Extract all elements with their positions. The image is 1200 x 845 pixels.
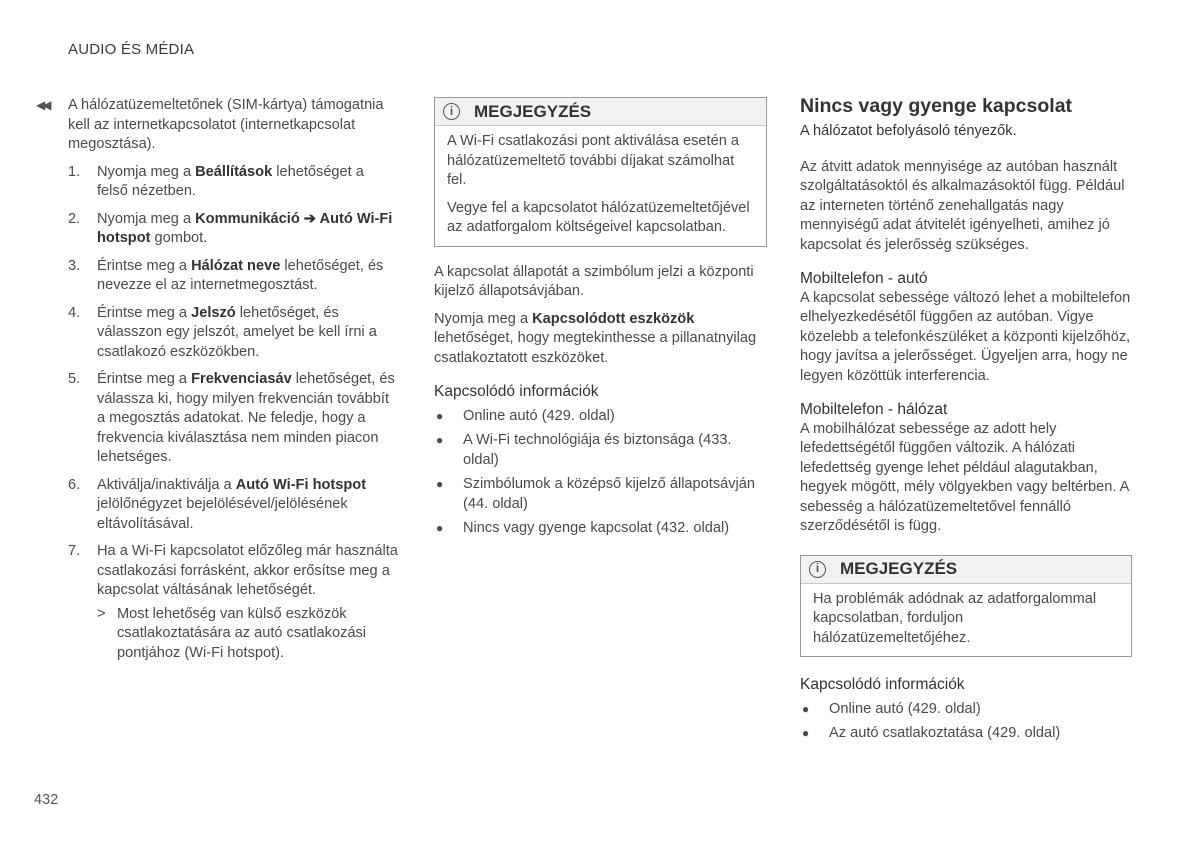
- step-text: Érintse meg a: [97, 257, 192, 274]
- subheading: Mobiltelefon - autó: [800, 270, 928, 287]
- note-header: [801, 556, 1131, 584]
- link-text[interactable]: Online autó (429. oldal): [829, 700, 981, 717]
- related-link[interactable]: [800, 700, 1132, 720]
- step-bold: Kommunikáció: [195, 210, 300, 227]
- step-list: [68, 163, 398, 664]
- continued-marker-icon: ◀◀: [36, 98, 49, 112]
- text-run: Nyomja meg a: [434, 310, 533, 327]
- step-result: [97, 605, 398, 664]
- step-text: jelölőnégyzet bejelölésével/jelölésének eltávolításával.: [97, 496, 348, 532]
- step-text: Érintse meg a: [97, 304, 192, 321]
- info-icon: i: [443, 103, 460, 120]
- column-1: [68, 96, 398, 671]
- bullet-icon: ●: [436, 477, 444, 491]
- bullet-icon: ●: [436, 433, 444, 447]
- body-paragraph: A mobilhálózat sebessége az adott hely lefedettségétől függően változik. A hálózati lefedettség gyenge lehet például alagutakban, hegyek mögött, mély völgyekben vagy beltérben. A sebesség a hálózatüzemeltetővel fennálló szerződésétől is függ.: [800, 420, 1129, 534]
- column-2: [434, 97, 767, 539]
- bullet-icon: ●: [436, 521, 444, 535]
- bold-run: Kapcsolódott eszközök: [532, 310, 695, 327]
- info-icon: i: [809, 561, 826, 578]
- note-paragraph: A Wi-Fi csatlakozási pont aktiválása esetén a hálózatüzemeltető további díjakat számolhat fel.: [447, 133, 740, 188]
- related-list: [434, 407, 767, 539]
- step-number: 3.: [68, 257, 81, 274]
- text-run: lehetőséget, hogy megtekinthesse a pillanatnyilag csatlakoztatott eszközöket.: [434, 330, 757, 366]
- step-item: [68, 304, 398, 363]
- related-link[interactable]: [800, 724, 1132, 744]
- step-item: [68, 476, 398, 535]
- step-text: lehetőséget, és válassza ki, hogy milyen frekvencián továbbít a megosztás adatokat. Ne feledje, hogy a frekvencia kiválasztása nem minden piacon lehetséges.: [97, 371, 395, 465]
- link-text[interactable]: A Wi-Fi technológiája és biztonsága (433. oldal): [463, 432, 732, 468]
- step-text: Nyomja meg a: [97, 163, 196, 180]
- note-box: [800, 555, 1132, 658]
- link-text[interactable]: Nincs vagy gyenge kapcsolat (432. oldal): [463, 520, 730, 536]
- related-link[interactable]: [434, 475, 767, 514]
- step-item: [68, 542, 398, 663]
- step-text: lehetőséget, és nevezze el az internetmegosztást.: [97, 257, 384, 293]
- step-item: [68, 163, 398, 202]
- body-paragraph: A kapcsolat állapotát a szimbólum jelzi a központi kijelző állapotsávjában.: [434, 263, 754, 299]
- note-body: [435, 126, 766, 246]
- step-text: lehetőséget, és válasszon egy jelszót, amelyet be kell írni a csatlakozó eszközökben.: [97, 304, 377, 360]
- step-number: 6.: [68, 476, 81, 493]
- body-paragraph: [434, 310, 767, 369]
- note-paragraph: Ha problémák adódnak az adatforgalommal kapcsolatban, forduljon hálózatüzemeltetőjéhez.: [813, 590, 1097, 646]
- related-list: [800, 700, 1132, 744]
- column-3: [800, 94, 1132, 744]
- step-bold: Frekvenciasáv: [191, 371, 292, 387]
- bullet-icon: ●: [436, 408, 444, 423]
- step-bold: Beállítások: [195, 163, 273, 180]
- step-text: lehetőséget a felső nézetben.: [97, 163, 364, 199]
- page-number: 432: [34, 792, 59, 808]
- section-title: Nincs vagy gyenge kapcsolat: [800, 95, 1073, 117]
- step-text: Érintse meg a: [97, 371, 192, 387]
- step-item: [68, 210, 398, 249]
- note-title: MEGJEGYZÉS: [474, 101, 592, 121]
- section-header: AUDIO ÉS MÉDIA: [68, 41, 195, 58]
- subheading: Mobiltelefon - hálózat: [800, 401, 948, 418]
- related-link[interactable]: [434, 407, 767, 427]
- related-title: Kapcsolódó információk: [800, 676, 965, 693]
- step-bold: Jelszó: [191, 304, 236, 321]
- note-body: [801, 584, 1131, 657]
- step-item: [68, 370, 398, 468]
- step-bold: Hálózat neve: [191, 257, 281, 274]
- step-number: 4.: [68, 304, 81, 321]
- body-paragraph: Az átvitt adatok mennyisége az autóban használt szolgáltatásoktól és alkalmazásoktól függ. Például az interneten történő zenehallgatás nagy mennyiségű adat átvitelét igényelheti, amihez jó kapcsolat és jelerősség szükséges.: [800, 158, 1125, 253]
- step-item: [68, 257, 398, 296]
- related-title: Kapcsolódó információk: [434, 383, 599, 400]
- arrow-icon: ➔: [299, 210, 320, 227]
- result-marker: >: [97, 605, 106, 622]
- step-text: Nyomja meg a: [97, 210, 196, 227]
- link-text[interactable]: Szimbólumok a középső kijelző állapotsávján (44. oldal): [463, 476, 756, 512]
- related-link[interactable]: [434, 519, 767, 539]
- step-text: Ha a Wi-Fi kapcsolatot előzőleg már használta csatlakozási forrásként, akkor erősítse meg a kapcsolat váltásának lehetőségét.: [97, 543, 398, 598]
- step-number: 2.: [68, 210, 81, 227]
- note-title: MEGJEGYZÉS: [840, 559, 958, 579]
- result-text: Most lehetőség van külső eszközök csatlakoztatására az autó csatlakozási pontjához (Wi-Fi hotspot).: [117, 605, 367, 661]
- intro-paragraph: A hálózatüzemeltetőnek (SIM-kártya) támogatnia kell az internetkapcsolatot (internetkapcsolat megosztása).: [68, 97, 384, 152]
- step-number: 7.: [68, 543, 81, 559]
- bullet-icon: ●: [802, 726, 810, 740]
- link-text[interactable]: Az autó csatlakoztatása (429. oldal): [829, 725, 1061, 741]
- note-box: [434, 97, 767, 247]
- note-header: [435, 98, 766, 126]
- step-number: 5.: [68, 371, 81, 387]
- link-text[interactable]: Online autó (429. oldal): [463, 407, 615, 424]
- bullet-icon: ●: [802, 701, 810, 716]
- related-link[interactable]: [434, 431, 767, 470]
- step-number: 1.: [68, 163, 81, 180]
- step-bold: Autó Wi-Fi hotspot: [235, 476, 367, 493]
- step-text: Aktiválja/inaktiválja a: [97, 476, 236, 493]
- step-bold: Autó Wi-Fi hotspot: [97, 210, 393, 246]
- step-text: gombot.: [150, 230, 208, 246]
- body-paragraph: A kapcsolat sebessége változó lehet a mobiltelefon elhelyezkedésétől függően az autóban. Vigye közelebb a telefonkészüléket a központi kijelzőhöz, hogy javítsa a jelerősséget. Ügyeljen arra, hogy ne legyen közöttük interferencia.: [800, 289, 1131, 384]
- lead-text: A hálózatot befolyásoló tényezők.: [800, 123, 1017, 139]
- note-paragraph: Vegye fel a kapcsolatot hálózatüzemeltetőjével az adatforgalom költségeivel kapcsolatban.: [447, 199, 750, 235]
